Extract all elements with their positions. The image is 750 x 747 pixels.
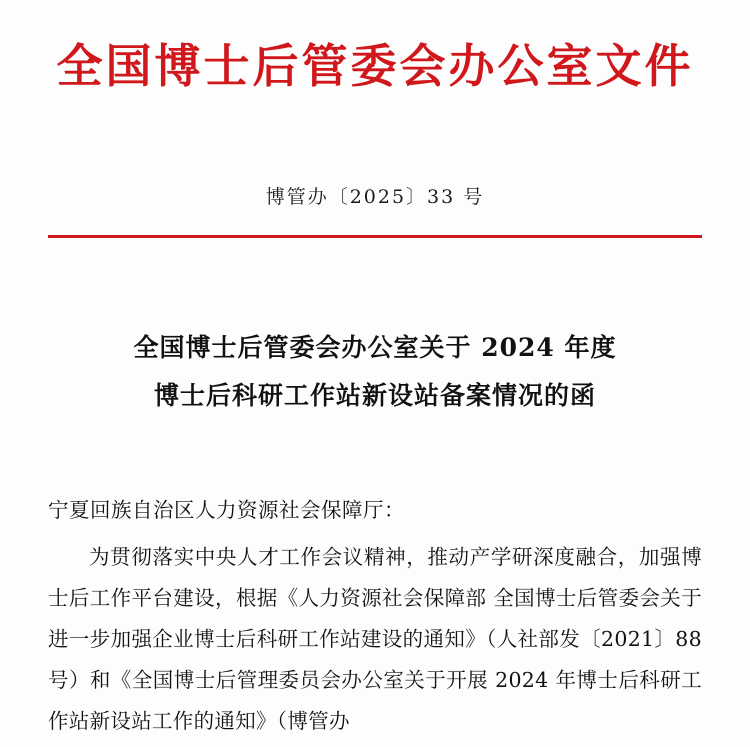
document-header	[48, 0, 702, 96]
document-recipient: 宁夏回族自治区人力资源社会保障厅：	[48, 498, 405, 522]
body-paragraph-1: 为贯彻落实中央人才工作会议精神，推动产学研深度融合，加强博士后工作平台建设，根据《人力资源社会保障部 全国博士后管委会关于进一步加强企业博士后科研工作站建设的通知》（人社部发〔2021〕88 号）和《全国博士后管理委员会办公室关于开展 2024 年博士后科研工作站新设站工作的通知》（博管办	[48, 545, 702, 733]
document-title	[48, 324, 702, 422]
document-number: 博管办〔2025〕33 号	[265, 185, 485, 208]
document-title-line-2: 博士后科研工作站新设站备案情况的函	[153, 381, 596, 411]
red-divider-rule	[48, 235, 702, 238]
document-body	[48, 537, 702, 742]
document-header-title: 全国博士后管委会办公室文件	[56, 39, 694, 93]
document-title-line-1: 全国博士后管委会办公室关于 2024 年度	[133, 332, 617, 362]
